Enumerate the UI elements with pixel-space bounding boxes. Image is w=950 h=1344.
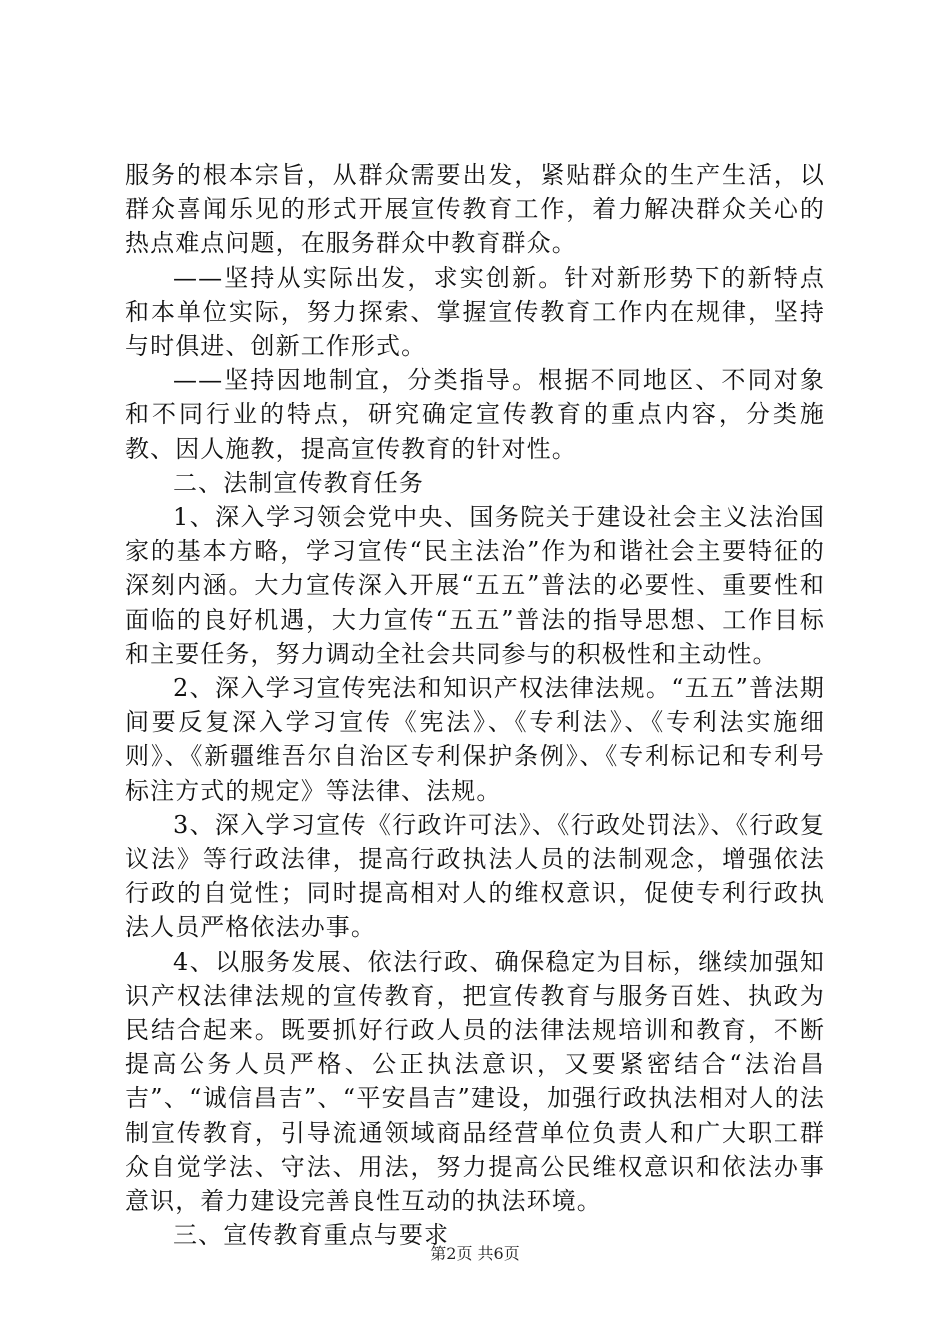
paragraph-2: ——坚持从实际出发，求实创新。针对新形势下的新特点和本单位实际，努力探索、掌握宣传教育工作内在规律，坚持与时俱进、创新工作形式。 <box>125 263 825 361</box>
section-heading-2: 二、法制宣传教育任务 <box>173 468 424 497</box>
section-heading-3: 三、宣传教育重点与要求 <box>173 1221 450 1250</box>
paragraph-3: ——坚持因地制宜，分类指导。根据不同地区、不同对象和不同行业的特点，研究确定宣传教育的重点内容，分类施教、因人施教，提高宣传教育的针对性。 <box>125 366 825 463</box>
paragraph-item-4: 4、以服务发展、依法行政、确保稳定为目标，继续加强知识产权法律法规的宣传教育，把宣传教育与服务百姓、执政为民结合起来。既要抓好行政人员的法律法规培训和教育，不断提高公务人员严格、公正执法意识，又要紧密结合“法治昌吉”、“诚信昌吉”、“平安昌吉”建设，加强行政执法相对人的法制宣传教育，引导流通领域商品经营单位负责人和广大职工群众自觉学法、守法、用法，努力提高公民维权意识和依法办事意识，着力建设完善良性互动的执法环境。 <box>125 947 825 1216</box>
paragraph-item-2: 2、深入学习宣传宪法和知识产权法律法规。“五五”普法期间要反复深入学习宣传《宪法》、《专利法》、《专利法实施细则》、《新疆维吾尔自治区专利保护条例》、《专利标记和专利号标注方式的规定》等法律、法规。 <box>125 674 825 805</box>
document-body <box>125 158 825 1253</box>
paragraph-1: 服务的根本宗旨，从群众需要出发，紧贴群众的生产生活，以群众喜闻乐见的形式开展宣传教育工作，着力解决群众关心的热点难点问题，在服务群众中教育群众。 <box>125 161 825 258</box>
paragraph-item-3: 3、深入学习宣传《行政许可法》、《行政处罚法》、《行政复议法》等行政法律，提高行政执法人员的法制观念，增强依法行政的自觉性；同时提高相对人的维权意识，促使专利行政执法人员严格依法办事。 <box>125 810 825 942</box>
page-footer: 第2页 共6页 <box>430 1244 520 1263</box>
paragraph-item-1: 1、深入学习领会党中央、国务院关于建设社会主义法治国家的基本方略，学习宣传“民主法治”作为和谐社会主要特征的深刻内涵。大力宣传深入开展“五五”普法的必要性、重要性和面临的良好机遇，大力宣传“五五”普法的指导思想、工作目标和主要任务，努力调动全社会共同参与的积极性和主动性。 <box>125 503 825 668</box>
